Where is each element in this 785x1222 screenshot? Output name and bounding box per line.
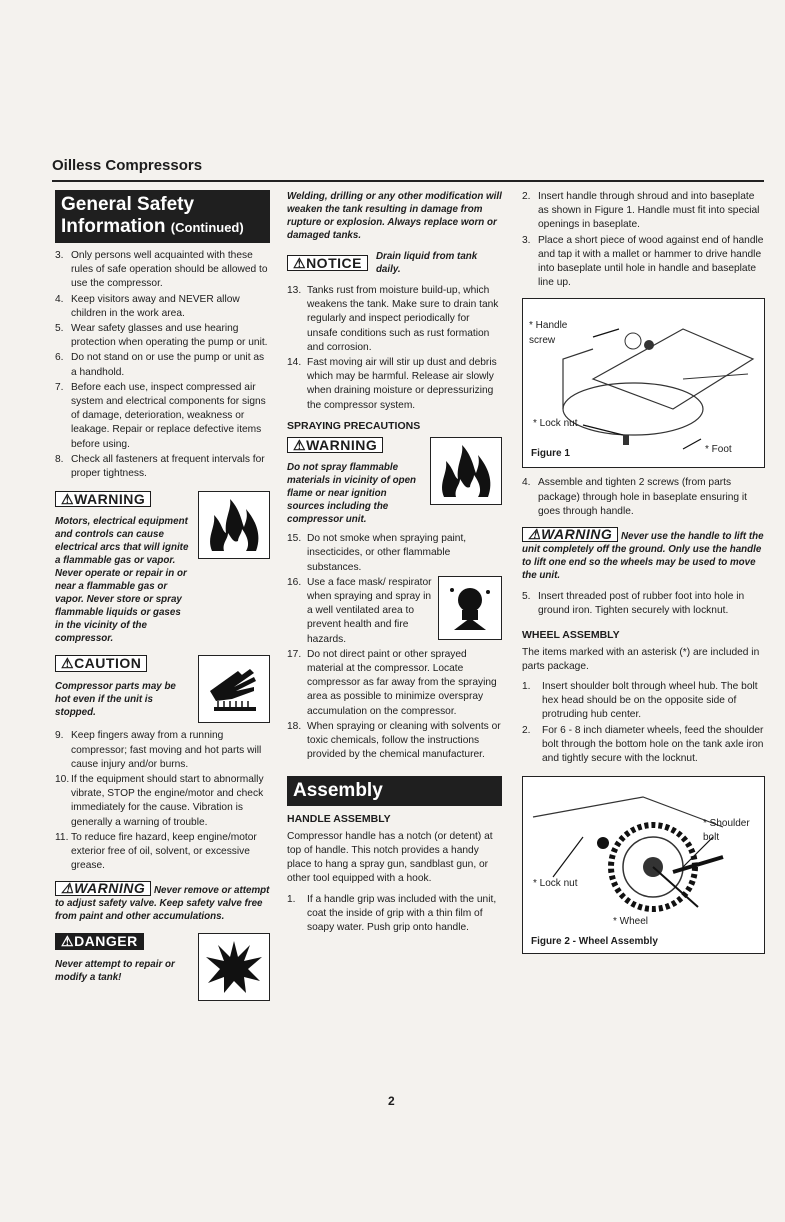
danger-badge: ⚠DANGER xyxy=(55,933,144,949)
assembly-list-b xyxy=(522,476,765,519)
list-item: 11. To reduce fire hazard, keep engine/motor exterior free of oil, solvent, or excessive grease. xyxy=(55,831,257,872)
list-item: 18. When spraying or cleaning with solvents or toxic chemicals, follow the instructions provided by the chemical manufacturer. xyxy=(287,720,501,761)
caution-badge: ⚠CAUTION xyxy=(55,655,147,671)
fire-icon xyxy=(430,437,502,505)
assembly-list-a xyxy=(522,190,765,290)
tank-warning-text: Welding, drilling or any other modification will weaken the tank resulting in damage from rupture or explosion. Always replace worn or damaged tanks. xyxy=(287,191,502,241)
list-item: 15. Do not smoke when spraying paint, insecticides, or other flammable substances. xyxy=(287,533,467,573)
list-item: 7. Before each use, inspect compressed air system and electrical components for signs of damage, deterioration, weakness or leakage. Repair or replace defective items before using. xyxy=(55,381,266,450)
figure-1-caption: Figure 1 xyxy=(531,448,570,460)
notice-badge: ⚠NOTICE xyxy=(287,255,368,271)
safety-list-b xyxy=(55,729,270,873)
list-item: 2. For 6 - 8 inch diameter wheels, feed the shoulder bolt through the bottom hole on the tank axle iron and tightly secure with the locknut. xyxy=(522,724,764,765)
list-item: 14. Fast moving air will stir up dust and debris which may be harmful. Release air slowly when draining moisture or depressurizing the compressor system. xyxy=(287,357,497,411)
respirator-icon xyxy=(438,576,502,640)
list-item: 3. Place a short piece of wood against end of handle and tap it with a mallet or hammer to drive handle into baseplate until hole in handle and baseplate line up. xyxy=(522,234,764,289)
list-item: 10. If the equipment should start to abnormally vibrate, STOP the engine/motor and check immediately for the cause. Vibration is generally a warning of trouble. xyxy=(55,774,264,828)
handle-assembly-text: Compressor handle has a notch (or detent) at top of handle. This notch provides a handy place to hang a spray gun, sandblast gun, or other tool equipped with a hook. xyxy=(287,830,493,885)
list-item: 9. Keep fingers away from a running compressor; fast moving and hot parts will cause injury and/or burns. xyxy=(55,730,262,770)
list-item: 16. Use a face mask/ respirator when spraying and spray in a well ventilated area to prevent health and fire hazards. xyxy=(287,576,502,647)
warning-badge: ⚠WARNING xyxy=(287,437,383,453)
label-shoulder-bolt: * Shoulder bolt xyxy=(703,818,750,844)
page-number: 2 xyxy=(388,1094,395,1108)
label-lock-nut: * Lock nut xyxy=(533,418,578,430)
warning-badge: ⚠WARNING xyxy=(55,881,151,896)
notice-drain: ⚠NOTICE Drain liquid from tank daily. xyxy=(287,250,502,276)
label-handle-screw: * Handle screw xyxy=(529,320,568,346)
spraying-heading: SPRAYING PRECAUTIONS xyxy=(287,419,421,432)
figure-2-caption: Figure 2 - Wheel Assembly xyxy=(531,936,658,948)
wheel-assembly-text: The items marked with an asterisk (*) are included in parts package. xyxy=(522,646,760,672)
assembly-list-c xyxy=(522,590,765,618)
caution-hot-parts: ⚠CAUTION Compressor parts may be hot even if the unit is stopped. xyxy=(55,655,270,723)
fire-icon xyxy=(198,491,270,559)
wheel-assembly-heading: WHEEL ASSEMBLY xyxy=(522,629,620,642)
wheel-list xyxy=(522,680,765,766)
warning-spraying: ⚠WARNING Do not spray flammable materials in vicinity of open flame or near ignition sources including the compressor unit. xyxy=(287,437,502,526)
spraying-list xyxy=(287,532,502,762)
figure-2 xyxy=(522,776,765,954)
list-item: 3. Only persons well acquainted with these rules of safe operation should be allowed to use the compressor. xyxy=(55,250,268,290)
hot-surface-hand-icon xyxy=(198,655,270,723)
list-item: 1. Insert shoulder bolt through wheel hub. The bolt hex head should be on the opposite side of protruding hub center. xyxy=(522,681,758,721)
warning-safety-valve: ⚠WARNING Never remove or attempt to adjust safety valve. Keep safety valve free from paint and other accumulations. xyxy=(55,880,270,923)
danger-tank: ⚠DANGER Never attempt to repair or modify a tank! xyxy=(55,933,270,1001)
label-wheel: * Wheel xyxy=(613,916,649,928)
warning-electrical: ⚠WARNING Motors, electrical equipment and controls can cause electrical arcs that will ignite a flammable gas or vapor. Never operate or repair in or near a flammable gas or vapor. Never store or spray flammable liquids or gases in the vicinity of the compressor. xyxy=(55,491,270,645)
label-lock-nut: * Lock nut xyxy=(533,878,578,890)
list-item: 4. Assemble and tighten 2 screws (from parts package) through hole in baseplate ensuring it goes through handle. xyxy=(522,477,747,517)
warning-badge: ⚠WARNING xyxy=(55,491,151,507)
list-item: 8. Check all fasteners at frequent intervals for proper tightness. xyxy=(55,453,265,480)
list-item: 5. Wear safety glasses and use hearing protection when operating the pump or unit. xyxy=(55,323,268,349)
list-item: 4. Keep visitors away and NEVER allow children in the work area. xyxy=(55,293,240,319)
list-item: 1. If a handle grip was included with the unit, coat the inside of grip with a thin film of soapy water. Push grip onto handle. xyxy=(287,893,497,933)
list-item: 17. Do not direct paint or other sprayed material at the compressor. Locate compressor as far away from the spraying area as possible to minimize overspray accumulation on the compressor. xyxy=(287,648,497,717)
column-2 xyxy=(287,190,502,936)
tank-list xyxy=(287,284,502,413)
list-item: 5. Insert threaded post of rubber foot into hole in ground iron. Tighten securely with locknut. xyxy=(522,591,745,617)
explosion-icon xyxy=(198,933,270,1001)
label-foot: * Foot xyxy=(705,444,732,456)
list-item: 13. Tanks rust from moisture build-up, which weakens the tank. Make sure to drain tank regularly and inspect periodically for unsafe conditions such as rust formation and corrosion. xyxy=(287,285,499,353)
list-item: 6. Do not stand on or use the pump or unit as a handhold. xyxy=(55,352,265,378)
column-1 xyxy=(55,190,270,1007)
handle-list xyxy=(287,893,502,936)
warning-handle-lift: ⚠WARNING Never use the handle to lift the unit completely off the ground. Only use the handle to lift one end so the wheels may be used to move the unit. xyxy=(522,526,764,582)
handle-assembly-heading: HANDLE ASSEMBLY xyxy=(287,813,391,826)
safety-list-a xyxy=(55,249,270,481)
column-3 xyxy=(522,190,765,954)
section-heading-assembly: Assembly xyxy=(287,776,502,806)
figure-1 xyxy=(522,298,765,468)
header-rule xyxy=(52,180,764,182)
warning-badge: ⚠WARNING xyxy=(522,527,618,542)
page-header: Oilless Compressors xyxy=(52,157,203,174)
section-heading-safety: General Safety Information (Continued) xyxy=(55,190,270,243)
list-item: 2. Insert handle through shroud and into baseplate as shown in Figure 1. Handle must fit into special openings in baseplate. xyxy=(522,191,760,231)
